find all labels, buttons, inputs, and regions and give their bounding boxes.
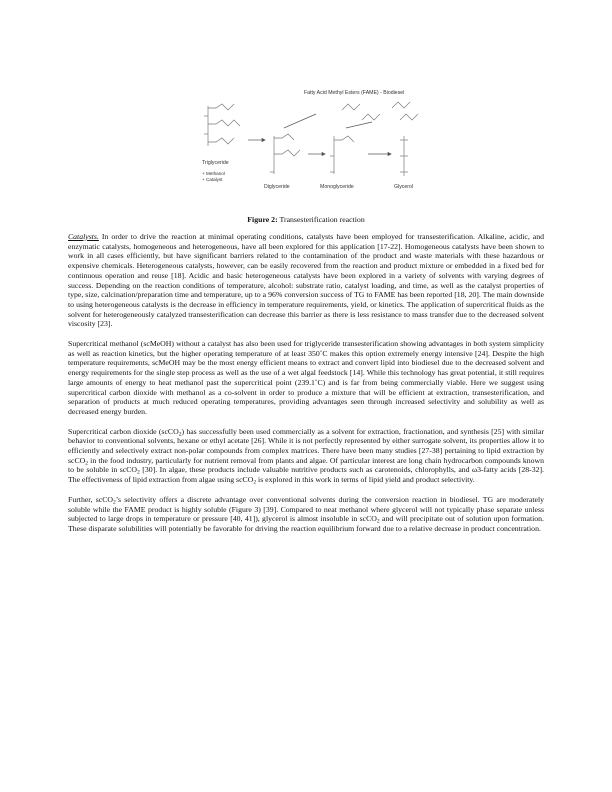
paragraph-text: Supercritical methanol (scMeOH) without a catalyst has also been used for triglyceride transesterification showing advantages in both system simplicity as well as reaction kinetics, but the higher operating temperature of at least 350˚C makes this option extremely energy intensive [24]. Despite the high temperature requirements, scMeOH may be the most energy efficient means to extract and convert lipid into biodiesel due to the decreased solvent and energy requirements for the single step process as well as the use of a wet algal feedstock [14]. While this technology has great potential, it still requires large amounts of energy to heat methanol past the supercritical point (239.1˚C) and is far from being commercially viable. Here we suggest using supercritical carbon dioxide with methanol as a co-solvent in order to produce a mixture that will be efficient at extraction, transesterification, and separation of products at much reduced operating temperatures, providing advantages seen through increased selectivity and solubility as well as decreased energy burden.: [68, 339, 544, 416]
paragraph-selectivity: [68, 495, 544, 534]
label-glycerol: Glycerol: [394, 184, 414, 190]
text-run: Supercritical carbon dioxide (scCO: [68, 426, 179, 436]
label-methanol: + Methanol: [202, 171, 225, 176]
text-run: in the food industry, particularly for nutrient removal from plants and algae. Of particular interest are long chain hydrocarbon compounds known to be soluble in scCO: [68, 455, 544, 475]
reaction-arrows: [248, 114, 391, 156]
text-run: and will precipitate out of solution upon formation. These disparate solubilities will potentially be favorable for driving the reaction equilibrium forward due to a relative decrease in product concentration.: [68, 514, 544, 533]
text-run: [30]. In algae, these products include valuable nutritive products such as carotenoids, chlorophylls, and ω3-fatty acids [28-32]. The effectiveness of lipid extraction from algae using scCO: [68, 465, 544, 485]
subscript: 2: [178, 431, 182, 438]
triglyceride-structure: [204, 104, 240, 146]
glycerol-structure: [400, 136, 408, 176]
label-diglyceride: Diglyceride: [264, 184, 290, 190]
caption-label: Figure 2:: [247, 215, 278, 224]
text-run: Further, scCO: [68, 494, 113, 504]
paragraph-scco2: [68, 427, 544, 485]
diglyceride-structure: [270, 134, 300, 174]
caption-text: Transesterification reaction: [277, 215, 365, 224]
label-monoglyceride: Monoglyceride: [320, 184, 354, 190]
reaction-diagram: [196, 84, 460, 204]
subscript: 2: [253, 479, 257, 486]
subscript: 2: [376, 518, 380, 525]
paragraph-scmeoh: [68, 339, 544, 417]
text-run: ’s selectivity offers a discrete advantage over conventional solvents during the conversion reaction in biodiesel. TG are moderately soluble while the FAME product is highly soluble (Figure 3) [39]. Compared to neat methanol where glycerol will not typically phase separate unless subjected to large drops in temperature or pressure [40, 41]), glycerol is almost insoluble in scCO: [68, 494, 544, 524]
subscript: 2: [113, 499, 116, 506]
body-text: [68, 232, 544, 544]
subscript: 2: [85, 460, 89, 467]
paragraph-catalysts: [68, 232, 544, 329]
subscript: 2: [137, 469, 140, 476]
fame-molecules: [342, 102, 418, 120]
monoglyceride-structure: [330, 136, 354, 174]
paragraph-lead: Catalysts.: [68, 232, 99, 241]
transesterification-figure: [196, 84, 460, 204]
label-triglyceride: Triglyceride: [202, 160, 229, 166]
text-run: ) has successfully been used commercially as a solvent for extraction, fractionation, and synthesis [25] with similar behavior to conventional solvents, hexane or ethyl acetate [26]. While it is not perfectly represented by either surrogate solvent, its properties allow it to efficiently and selectively extract non-polar compounds from complex matrices. There have been many studies [27-38] pertaining to lipid extraction by scCO: [68, 426, 544, 465]
figure-title: Fatty Acid Methyl Esters (FAME) - Biodiesel: [304, 90, 405, 96]
figure-caption: [0, 215, 612, 225]
text-run: is explored in this work in terms of lipid yield and product selectivity.: [256, 475, 475, 485]
label-catalyst: + Catalyst: [202, 177, 223, 182]
paragraph-text: In order to drive the reaction at minimal operating conditions, catalysts have been employed for transesterification. Alkaline, acidic, and enzymatic catalysts, homogeneous and heterogeneous, have all been explored for this application [17-22]. Homogeneous catalysts have been shown to work in all cases efficiently, but have significant barriers related to the contamination of the product and waste materials with these hazardous or expensive chemicals. Heterogeneous catalysts, however, can be easily recovered from the reaction and product mixture or embedded in a fixed bed for continuous operation and reuse [18]. Acidic and basic heterogeneous catalysts have been explored in a variety of solvents with varying degrees of success. Depending on the reaction conditions of temperature, alcohol: substrate ratio, catalyst loading, and time, as well as the catalyst properties of type, size, calcination/preparation time and temperature, up to a 96% conversion success of TG to FAME has been reported [18, 20]. The main downside to using heterogeneous catalysts is the decrease in efficiency in temperature requirements, yield, or kinetics. The application of supercritical fluids as the solvent for heterogeneously catalyzed transesterification can decrease this barrier as there is less resistance to mass transfer due to the decreased solvent viscosity [23].: [68, 232, 544, 329]
